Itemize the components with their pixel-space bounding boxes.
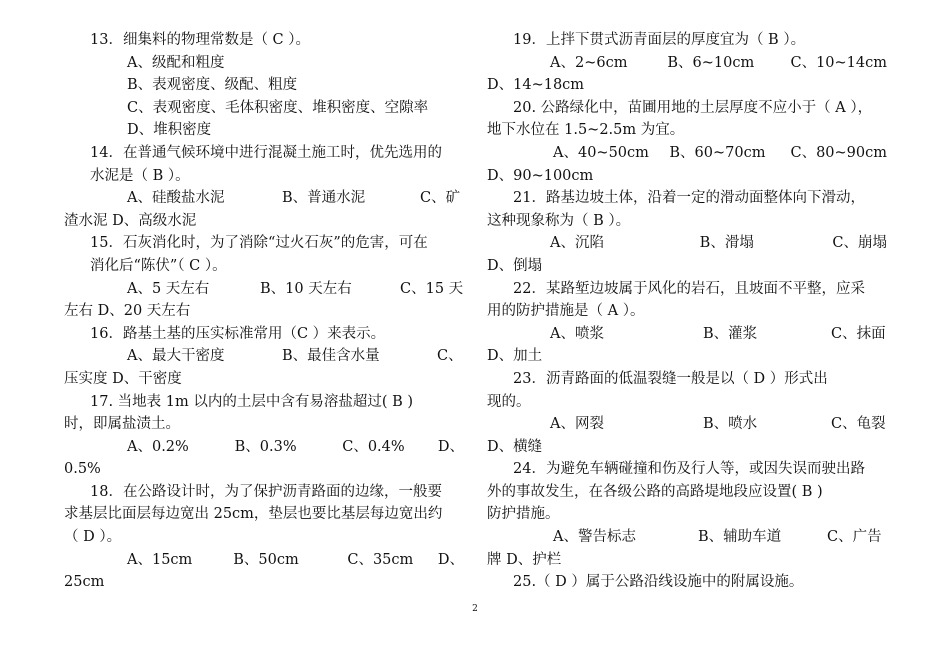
text-line [487, 413, 887, 436]
text-line [487, 323, 887, 346]
text-line [487, 52, 887, 75]
text-line [64, 345, 464, 368]
text-line: 现的。 [487, 393, 531, 410]
text-line: 21．路基边坡土体，沿着一定的滑动面整体向下滑动， [513, 190, 865, 207]
option-text: B、辅助车道 [698, 529, 782, 546]
option-text: A、0.2% [127, 438, 189, 455]
text-line: 压实度 D、干密度 [64, 370, 182, 387]
text-line: 17. 当地表 1m 以内的土层中含有易溶盐超过( B ) [90, 393, 414, 410]
option-text: A、15cm [127, 551, 193, 568]
text-line: 左右 D、20 天左右 [64, 303, 191, 320]
left-column [64, 29, 464, 594]
option-text: C、35cm [347, 551, 414, 568]
option-text: B、普通水泥 [282, 190, 366, 207]
option-text: A、5 天左右 [127, 280, 210, 297]
text-line: 时，即属盐渍土。 [64, 416, 180, 433]
option-text: A、40~50cm [553, 144, 649, 161]
text-line: B、表观密度、级配、粗度 [127, 77, 298, 94]
option-text: A、网裂 [550, 416, 604, 433]
text-line: 13．细集料的物理常数是（ C ）。 [90, 32, 311, 48]
text-line: D、倒塌 [487, 257, 543, 274]
text-line: 求基层比面层每边宽出 25cm，垫层也要比基层每边宽出约 [64, 506, 443, 523]
option-text: B、灌浆 [703, 325, 758, 342]
option-text: C、80~90cm [790, 144, 887, 161]
option-text: A、喷浆 [550, 325, 604, 342]
text-line [64, 278, 464, 301]
option-text: C、崩塌 [832, 235, 887, 252]
text-line [64, 187, 464, 210]
option-text: C、龟裂 [831, 416, 886, 433]
page-number: 2 [472, 604, 478, 614]
option-text: D、 [437, 551, 464, 568]
text-line: A、级配和粗度 [127, 54, 225, 71]
option-text: C、矿 [420, 190, 461, 207]
option-text: D、 [437, 438, 465, 455]
text-line: 0.5% [64, 461, 101, 478]
text-line: 14．在普通气候环境中进行混凝土施工时，优先选用的 [90, 144, 442, 161]
text-line: 19．上拌下贯式沥青面层的厚度宜为（ B ）。 [513, 32, 806, 48]
option-text: B、60~70cm [669, 144, 766, 161]
text-line: 防护措施。 [487, 506, 560, 523]
text-line: （ D ）。 [64, 529, 122, 546]
option-text: C、 [437, 348, 463, 365]
text-line: 20. 公路绿化中，苗圃用地的土层厚度不应小于（ A ）， [513, 99, 873, 116]
text-line: 消化后“陈伏”（ C ）。 [90, 257, 227, 274]
text-line: 18．在公路设计时，为了保护沥青路面的边缘，一般要 [90, 483, 442, 500]
option-text: A、最大干密度 [127, 348, 225, 365]
option-text: C、0.4% [342, 438, 405, 455]
option-text: C、广告 [827, 529, 882, 546]
text-line [64, 436, 464, 459]
text-line: 地下水位在 1.5~2.5m 为宜。 [487, 122, 685, 139]
text-line: 25.（ D ）属于公路沿线设施中的附属设施。 [513, 574, 804, 591]
text-line: C、表观密度、毛体积密度、堆积密度、空隙率 [127, 99, 429, 116]
text-line: 22．某路堑边坡属于风化的岩石，且坡面不平整，应采 [513, 280, 865, 297]
text-line: D、14~18cm [487, 77, 585, 94]
text-line [64, 549, 464, 572]
text-line: D、横缝 [487, 438, 543, 455]
text-line: 16．路基土基的压实标准常用（C ）来表示。 [90, 325, 386, 342]
text-line: 外的事故发生，在各级公路的高路堤地段应设置( B ) [487, 483, 823, 500]
right-column [487, 29, 887, 594]
text-line: 15．石灰消化时，为了消除“过火石灰”的危害，可在 [90, 235, 428, 252]
option-text: B、最佳含水量 [282, 348, 380, 365]
option-text: B、喷水 [703, 416, 758, 433]
text-line: D、堆积密度 [127, 122, 212, 139]
option-text: C、抹面 [831, 325, 886, 342]
text-line: 牌 D、护栏 [487, 551, 562, 568]
option-text: B、滑塌 [699, 235, 754, 252]
option-text: A、沉陷 [550, 235, 604, 252]
text-line: 渣水泥 D、高级水泥 [64, 212, 197, 229]
text-line: 用的防护措施是（ A ）。 [487, 303, 645, 320]
option-text: C、15 天 [400, 280, 464, 297]
option-text: B、10 天左右 [260, 280, 352, 297]
text-line: D、加土 [487, 348, 543, 365]
option-text: A、2~6cm [550, 54, 628, 71]
option-text: B、6~10cm [667, 54, 755, 71]
option-text: A、硅酸盐水泥 [127, 190, 225, 207]
option-text: C、10~14cm [790, 54, 887, 71]
text-line: 水泥是（ B ）。 [90, 167, 190, 184]
text-line: 这种现象称为（ B ）。 [487, 212, 631, 229]
text-line: 25cm [64, 574, 105, 591]
text-line [487, 232, 887, 255]
text-line: 23．沥青路面的低温裂缝一般是以（ D ）形式出 [513, 370, 828, 387]
option-text: B、50cm [233, 551, 299, 568]
text-line: 24．为避免车辆碰撞和伤及行人等，或因失误而驶出路 [513, 461, 865, 478]
text-line: D、90~100cm [487, 167, 594, 184]
option-text: A、警告标志 [553, 529, 636, 546]
option-text: B、0.3% [234, 438, 297, 455]
text-line [487, 526, 887, 549]
text-line [487, 142, 887, 165]
